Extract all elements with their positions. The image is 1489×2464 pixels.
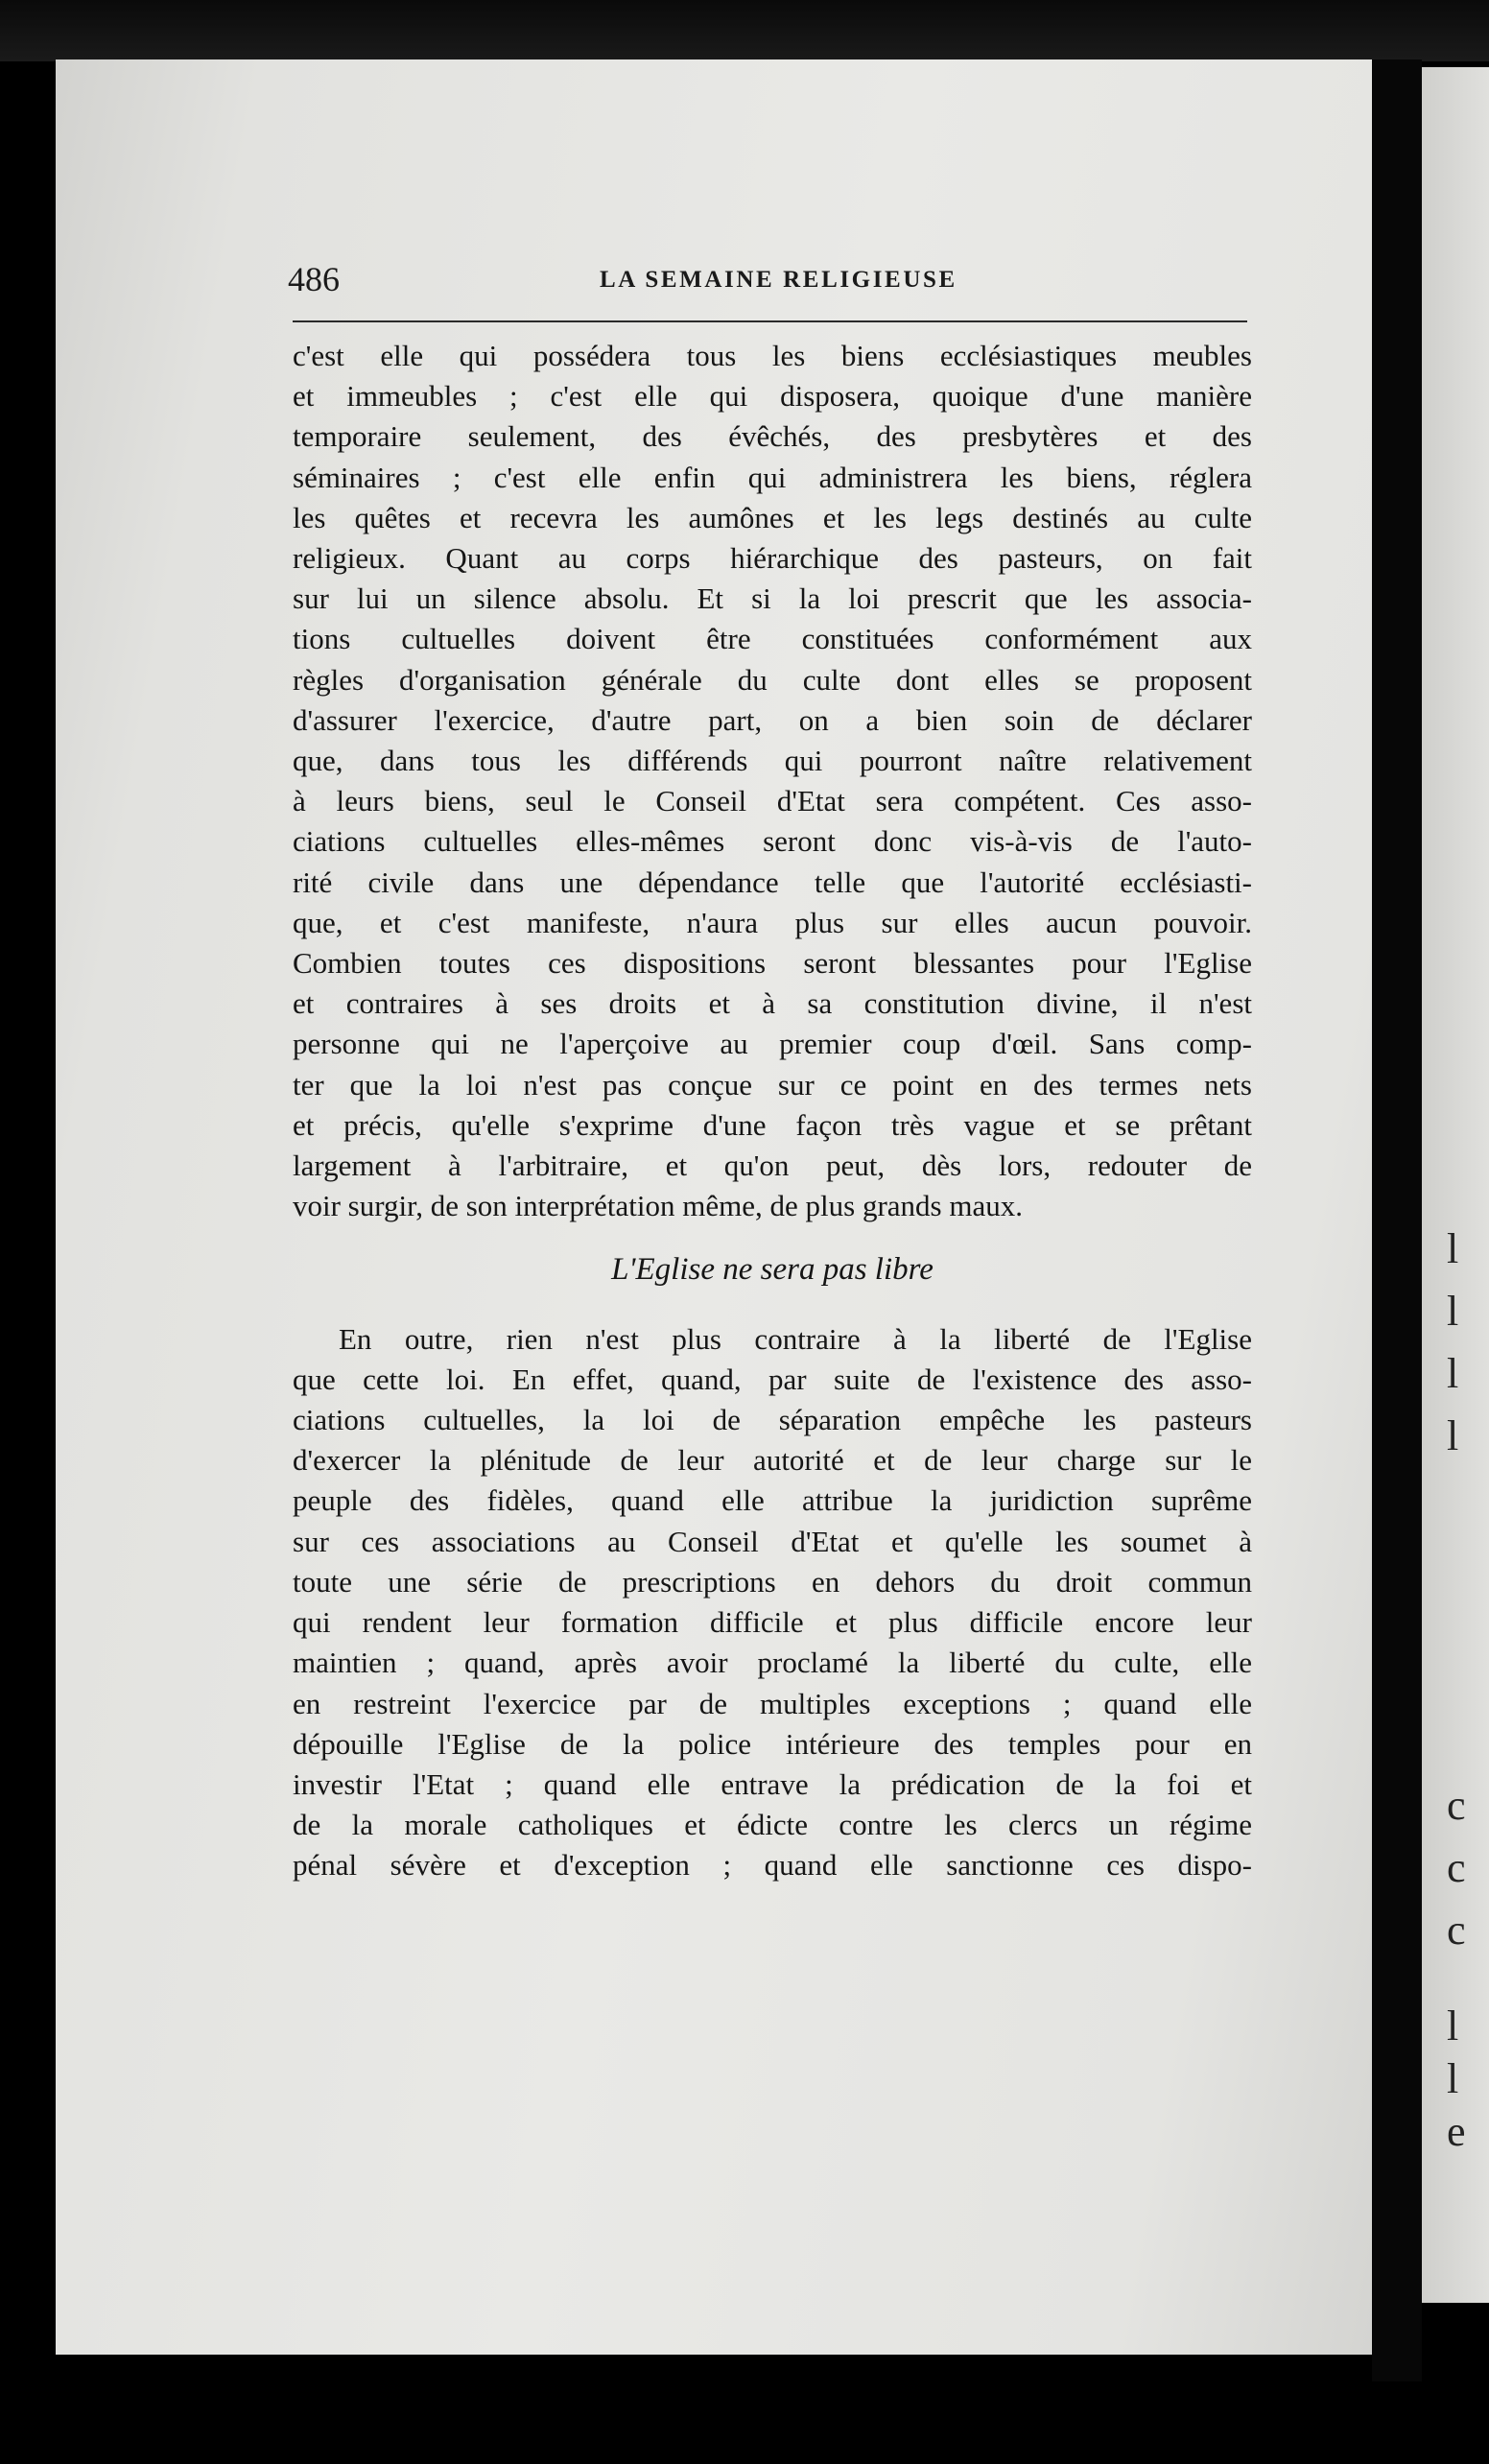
adjacent-page-fragment: e — [1447, 2108, 1466, 2155]
adjacent-page-fragment: l — [1447, 1412, 1459, 1459]
adjacent-page-edge — [1422, 67, 1489, 2303]
text-line: dépouille l'Eglise de la police intérieure des temples pour en — [293, 1726, 1252, 1761]
text-line: à leurs biens, seul le Conseil d'Etat sera compétent. Ces asso- — [293, 784, 1252, 818]
adjacent-page-fragment: l — [1447, 1350, 1459, 1397]
body-text — [293, 336, 1252, 1886]
text-line: et précis, qu'elle s'exprime d'une façon très vague et se prêtant — [293, 1107, 1252, 1142]
text-line: que, dans tous les différends qui pourront naître relativement — [293, 744, 1252, 778]
text-line: que cette loi. En effet, quand, par suite de l'existence des asso- — [293, 1362, 1252, 1396]
text-line: ciations cultuelles elles-mêmes seront donc vis-à-vis de l'auto- — [293, 824, 1252, 859]
page-number: 486 — [288, 260, 340, 298]
paragraph-1 — [293, 336, 1252, 1226]
paragraph-2 — [293, 1319, 1252, 1886]
text-line: En outre, rien n'est plus contraire à la liberté de l'Eglise — [339, 1321, 1252, 1356]
text-line: rité civile dans une dépendance telle que l'autorité ecclésiasti- — [293, 865, 1252, 899]
text-line: et contraires à ses droits et à sa constitution divine, il n'est — [293, 986, 1252, 1021]
adjacent-page-fragment: l — [1447, 2002, 1459, 2049]
book-gutter — [1372, 59, 1422, 2381]
text-line: et immeubles ; c'est elle qui disposera, quoique d'une manière — [293, 379, 1252, 414]
text-line: Combien toutes ces dispositions seront blessantes pour l'Eglise — [293, 946, 1252, 981]
text-line: toute une série de prescriptions en dehors du droit commun — [293, 1564, 1252, 1599]
text-line: religieux. Quant au corps hiérarchique des pasteurs, on fait — [293, 541, 1252, 576]
text-line: ter que la loi n'est pas conçue sur ce point en des termes nets — [293, 1067, 1252, 1102]
text-line: tions cultuelles doivent être constituées conformément aux — [293, 622, 1252, 656]
text-line: investir l'Etat ; quand elle entrave la prédication de la foi et — [293, 1766, 1252, 1801]
text-line: c'est elle qui possédera tous les biens ecclésiastiques meubles — [293, 339, 1252, 372]
text-line: voir surgir, de son interprétation même, de plus grands maux. — [293, 1189, 1023, 1223]
text-line: qui rendent leur formation difficile et plus difficile encore leur — [293, 1605, 1252, 1640]
film-border-top — [0, 0, 1489, 61]
text-line: règles d'organisation générale du culte dont elles se proposent — [293, 662, 1252, 697]
adjacent-page-fragment: l — [1447, 1288, 1459, 1335]
text-line: largement à l'arbitraire, et qu'on peut, dès lors, redouter de — [293, 1149, 1252, 1183]
section-heading: L'Eglise ne sera pas libre — [611, 1252, 934, 1288]
text-line: les quêtes et recevra les aumônes et les legs destinés au culte — [293, 500, 1252, 534]
adjacent-page-fragment: l — [1447, 2055, 1459, 2102]
header-rule — [293, 320, 1247, 322]
text-line: sur lui un silence absolu. Et si la loi prescrit que les associa- — [293, 581, 1252, 616]
text-line: personne qui ne l'aperçoive au premier coup d'œil. Sans comp- — [293, 1027, 1252, 1061]
text-line: pénal sévère et d'exception ; quand elle sanctionne ces dispo- — [293, 1848, 1252, 1883]
text-line: ciations cultuelles, la loi de séparation empêche les pasteurs — [293, 1403, 1252, 1437]
text-line: en restreint l'exercice par de multiples exceptions ; quand elle — [293, 1686, 1252, 1720]
text-line: d'assurer l'exercice, d'autre part, on a bien soin de déclarer — [293, 702, 1252, 737]
running-title: LA SEMAINE RELIGIEUSE — [600, 267, 957, 293]
text-line: de la morale catholiques et édicte contre les clercs un régime — [293, 1808, 1252, 1842]
text-line: temporaire seulement, des évêchés, des presbytères et des — [293, 419, 1252, 454]
adjacent-page-fragment: l — [1447, 1225, 1459, 1272]
running-head — [288, 259, 1247, 309]
text-line: séminaires ; c'est elle enfin qui administrera les biens, réglera — [293, 460, 1252, 494]
adjacent-page-fragment: c — [1447, 1907, 1466, 1954]
text-line: que, et c'est manifeste, n'aura plus sur elles aucun pouvoir. — [293, 905, 1252, 939]
text-line: d'exercer la plénitude de leur autorité et de leur charge sur le — [293, 1443, 1252, 1478]
text-line: sur ces associations au Conseil d'Etat et qu'elle les soumet à — [293, 1524, 1252, 1558]
adjacent-page-fragment: c — [1447, 1844, 1466, 1891]
adjacent-page-fragment: c — [1447, 1782, 1466, 1829]
text-line: maintien ; quand, après avoir proclamé la liberté du culte, elle — [293, 1646, 1252, 1680]
text-line: peuple des fidèles, quand elle attribue la juridiction suprême — [293, 1483, 1252, 1518]
